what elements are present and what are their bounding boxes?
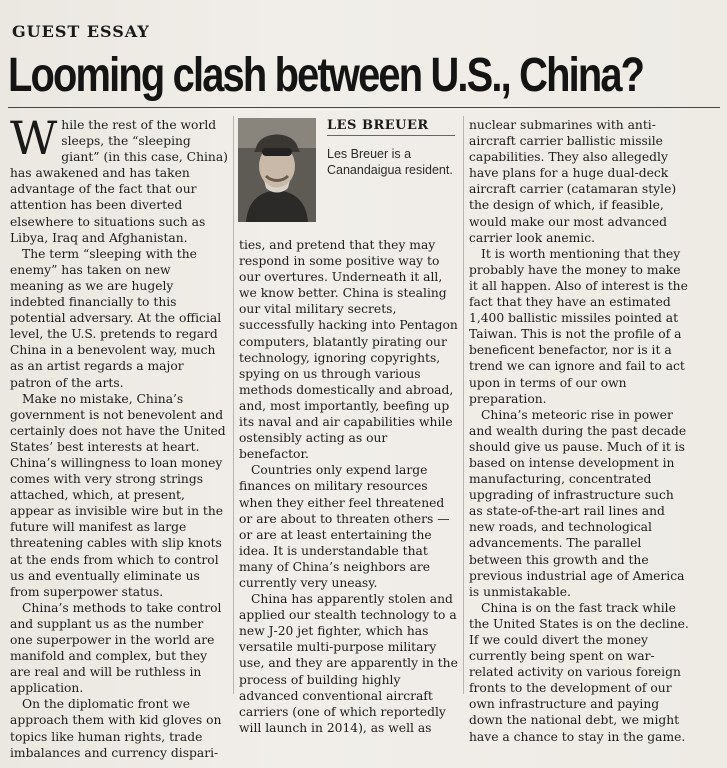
paragraph <box>10 111 228 246</box>
author-rule <box>327 135 455 136</box>
section-label: GUEST ESSAY <box>12 22 150 41</box>
author-bio: Les Breuer is a Canandaigua resident. <box>327 147 453 177</box>
paragraph: nuclear submarines with anti-aircraft carrier ballistic missile capabilities. They also allegedly have plans for a huge dual-deck aircraft carrier (catamaran style) the design of which, if feasible, would make our most advanced carrier look anemic. <box>469 118 677 245</box>
headline-rule <box>8 107 720 108</box>
column-1 <box>10 111 228 761</box>
author-photo <box>238 118 316 222</box>
drop-cap: W <box>10 111 58 165</box>
column-2 <box>239 237 459 736</box>
headline: Looming clash between U.S., China? <box>8 49 644 102</box>
paragraph: Countries only expend large finances on military resources when they either feel threatened or are about to threaten others — or are at least entertaining the idea. It is understandable that many of China’s neighbors are currently very uneasy. <box>239 463 450 590</box>
column-divider <box>233 116 234 694</box>
paragraph: China’s methods to take control and supplant us as the number one superpower in the world are manifold and complex, but they are real and will be ruthless in application. <box>10 600 222 696</box>
paragraph: ties, and pretend that they may respond in some positive way to our overtures. Underneath it all, we know better. China is stealing our vital military secrets, successfully hacking into Pentagon computers, blatantly pirating our technology, ignoring copyrights, spying on us through various methods domestically and abroad, and, most importantly, beefing up its naval and air capabilities while ostensibly acting as our benefactor. <box>239 238 458 462</box>
column-divider <box>463 116 464 694</box>
paragraph: China has apparently stolen and applied our stealth technology to a new J-20 jet fighter, which has versatile multi-purpose military use, and they are apparently in the process of building highly advanced conventional aircraft carriers (one of which reportedly will launch in 2014), as well as <box>239 592 458 735</box>
paragraph: It is worth mentioning that they probably have the money to make it all happen. Also of interest is the fact that they have an estimated 1,400 ballistic missiles pointed at Taiwan. This is not the profile of a beneficent benefactor, nor is it a trend we can ignore and fail to act upon in terms of our own preparation. <box>469 246 688 406</box>
paragraph: On the diplomatic front we approach them with kid gloves on topics like human rights, trade imbalances and currency dispari- <box>10 697 222 760</box>
paragraph: The term “sleeping with the enemy” has taken on new meaning as we are hugely indebted financially to this potential adversary. At the official level, the U.S. pretends to regard China in a benevolent way, much as an artist regards a major patron of the arts. <box>10 246 222 390</box>
paragraph: Make no mistake, China’s government is not benevolent and certainly does not have the United States’ best interests at heart. China’s willingness to loan money comes with very strong strings attached, which, at present, appear as invisible wire but in the future will manifest as large threatening cables with slip knots at the ends from which to control us and eventually eliminate us from superpower status. <box>10 391 226 599</box>
paragraph-text: hile the rest of the world sleeps, the “sleeping giant” (in this case, China) has awakened and has taken advantage of the fact that our attention has been diverted elsewhere to situations such as Libya, Iraq and Afghanistan. <box>10 118 228 245</box>
author-name: LES BREUER <box>327 118 429 133</box>
author-portrait-icon <box>238 118 316 222</box>
column-3 <box>469 117 691 745</box>
paragraph: China’s meteoric rise in power and wealth during the past decade should give us pause. Much of it is based on intense development in manufacturing, concentrated upgrading of infrastructure such as state-of-the-art rail lines and new roads, and technological advancements. The parallel between this growth and the previous industrial age of America is unmistakable. <box>469 407 687 599</box>
paragraph: China is on the fast track while the United States is on the decline. If we could divert the money currently being spent on war-related activity on various foreign fronts to the development of our own infrastructure and paying down the national debt, we might have a chance to stay in the game. <box>469 600 689 744</box>
